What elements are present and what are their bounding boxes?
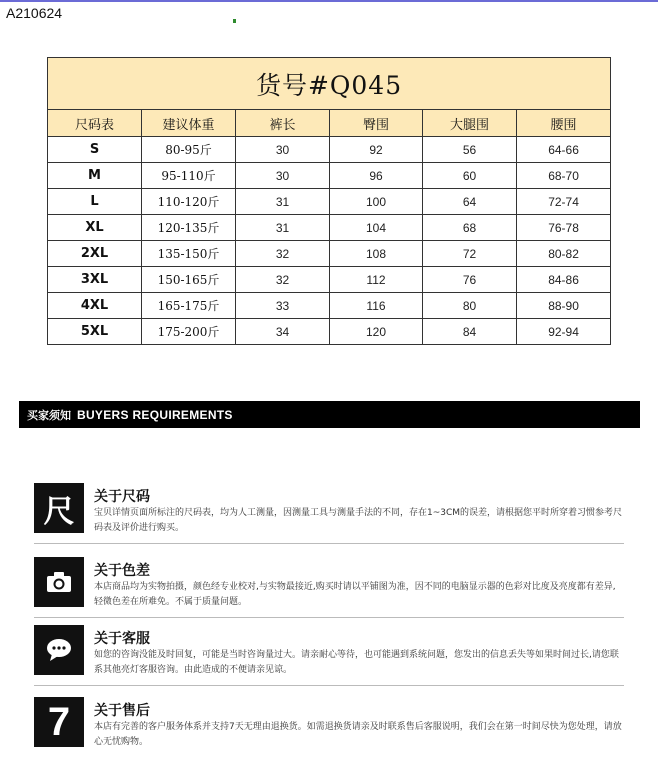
header-weight: 建议体重 xyxy=(142,110,236,137)
cell-length: 34 xyxy=(236,319,330,345)
cell-waist: 64-66 xyxy=(517,137,611,163)
cell-thigh: 56 xyxy=(423,137,517,163)
cell-hip: 96 xyxy=(330,163,423,189)
ruler-character-icon xyxy=(34,483,84,533)
cell-weight: 120-135斤 xyxy=(142,215,236,241)
cell-size: XL xyxy=(48,215,142,241)
cell-size: M xyxy=(48,163,142,189)
notice-description: 本店商品均为实物拍摄，颜色经专业校对,与实物最接近,购买时请以平铺图为准，因不同的电脑显示器的色彩对比度及亮度都有差异,轻微色差在所难免。不属于质量问题。 xyxy=(94,582,616,607)
cell-weight: 175-200斤 xyxy=(142,319,236,345)
cell-waist: 76-78 xyxy=(517,215,611,241)
notice-title: 关于客服 xyxy=(94,631,150,647)
size-chart-table xyxy=(47,57,611,345)
cell-hip: 100 xyxy=(330,189,423,215)
ruler-character-glyph: 尺 xyxy=(43,493,75,530)
table-row xyxy=(48,319,611,345)
notice-title: 关于色差 xyxy=(94,563,150,579)
notice-after-sales xyxy=(34,697,624,763)
notice-title: 关于售后 xyxy=(94,703,150,719)
notice-color xyxy=(34,557,624,623)
cell-length: 31 xyxy=(236,215,330,241)
cell-thigh: 68 xyxy=(423,215,517,241)
cell-hip: 120 xyxy=(330,319,423,345)
cell-thigh: 60 xyxy=(423,163,517,189)
header-hip: 臀围 xyxy=(330,110,423,137)
table-row xyxy=(48,137,611,163)
camera-icon xyxy=(34,557,84,607)
cell-hip: 92 xyxy=(330,137,423,163)
product-code: A210624 xyxy=(6,5,63,21)
cell-thigh: 64 xyxy=(423,189,517,215)
table-row xyxy=(48,293,611,319)
cell-hip: 116 xyxy=(330,293,423,319)
size-chart-title: 货号#Q045 xyxy=(48,58,611,110)
cell-waist: 84-86 xyxy=(517,267,611,293)
cell-length: 32 xyxy=(236,267,330,293)
section-divider xyxy=(34,617,624,618)
notice-service xyxy=(34,625,624,691)
camera-icon-svg xyxy=(46,571,72,593)
notice-description: 宝贝详情页面所标注的尺码表，均为人工测量，因测量工具与测量手法的不同，存在1~3CM的误差，请根据您平时所穿着习惯参考尺码表及评价进行购买。 xyxy=(94,508,623,533)
cell-length: 33 xyxy=(236,293,330,319)
cell-weight: 150-165斤 xyxy=(142,267,236,293)
table-row xyxy=(48,215,611,241)
cell-weight: 95-110斤 xyxy=(142,163,236,189)
cell-hip: 108 xyxy=(330,241,423,267)
cell-waist: 68-70 xyxy=(517,163,611,189)
cell-length: 32 xyxy=(236,241,330,267)
seven-days-glyph: 7 xyxy=(47,699,71,744)
marker-dot xyxy=(233,19,236,23)
banner-title-cn: 买家须知 xyxy=(27,408,71,422)
size-chart-header-row xyxy=(48,110,611,137)
top-border-line xyxy=(0,0,658,2)
table-row xyxy=(48,267,611,293)
cell-weight: 110-120斤 xyxy=(142,189,236,215)
cell-hip: 112 xyxy=(330,267,423,293)
table-row xyxy=(48,189,611,215)
header-size: 尺码表 xyxy=(48,110,142,137)
cell-size: L xyxy=(48,189,142,215)
cell-weight: 80-95斤 xyxy=(142,137,236,163)
cell-thigh: 80 xyxy=(423,293,517,319)
cell-waist: 88-90 xyxy=(517,293,611,319)
cell-weight: 135-150斤 xyxy=(142,241,236,267)
banner-title-en: BUYERS REQUIREMENTS xyxy=(77,407,233,422)
section-divider xyxy=(34,543,624,544)
table-row xyxy=(48,241,611,267)
buyers-requirements-banner xyxy=(19,401,640,428)
cell-weight: 165-175斤 xyxy=(142,293,236,319)
notice-title: 关于尺码 xyxy=(94,489,150,505)
cell-size: 4XL xyxy=(48,293,142,319)
cell-waist: 92-94 xyxy=(517,319,611,345)
cell-thigh: 84 xyxy=(423,319,517,345)
chat-bubble-icon-svg xyxy=(46,638,72,662)
notice-description: 本店有完善的客户服务体系并支持7天无理由退换货。如需退换货请亲及时联系售后客服说明，我们会在第一时间尽快为您处理，请放心无忧购物。 xyxy=(94,722,622,747)
seven-days-icon xyxy=(34,697,84,747)
cell-length: 31 xyxy=(236,189,330,215)
section-divider xyxy=(34,685,624,686)
cell-length: 30 xyxy=(236,137,330,163)
notice-size xyxy=(34,483,624,549)
cell-thigh: 72 xyxy=(423,241,517,267)
header-length: 裤长 xyxy=(236,110,330,137)
notice-description: 如您的咨询没能及时回复，可能是当时咨询量过大。请亲耐心等待，也可能遇到系统问题，您发出的信息丢失等如果时间过长,请您联系其他亮灯客服咨询。由此造成的不便请亲见谅。 xyxy=(94,650,619,675)
cell-size: S xyxy=(48,137,142,163)
cell-size: 5XL xyxy=(48,319,142,345)
cell-length: 30 xyxy=(236,163,330,189)
cell-waist: 72-74 xyxy=(517,189,611,215)
cell-hip: 104 xyxy=(330,215,423,241)
chat-bubble-icon xyxy=(34,625,84,675)
header-thigh: 大腿围 xyxy=(423,110,517,137)
table-row xyxy=(48,163,611,189)
header-waist: 腰围 xyxy=(517,110,611,137)
cell-thigh: 76 xyxy=(423,267,517,293)
cell-size: 2XL xyxy=(48,241,142,267)
cell-size: 3XL xyxy=(48,267,142,293)
cell-waist: 80-82 xyxy=(517,241,611,267)
